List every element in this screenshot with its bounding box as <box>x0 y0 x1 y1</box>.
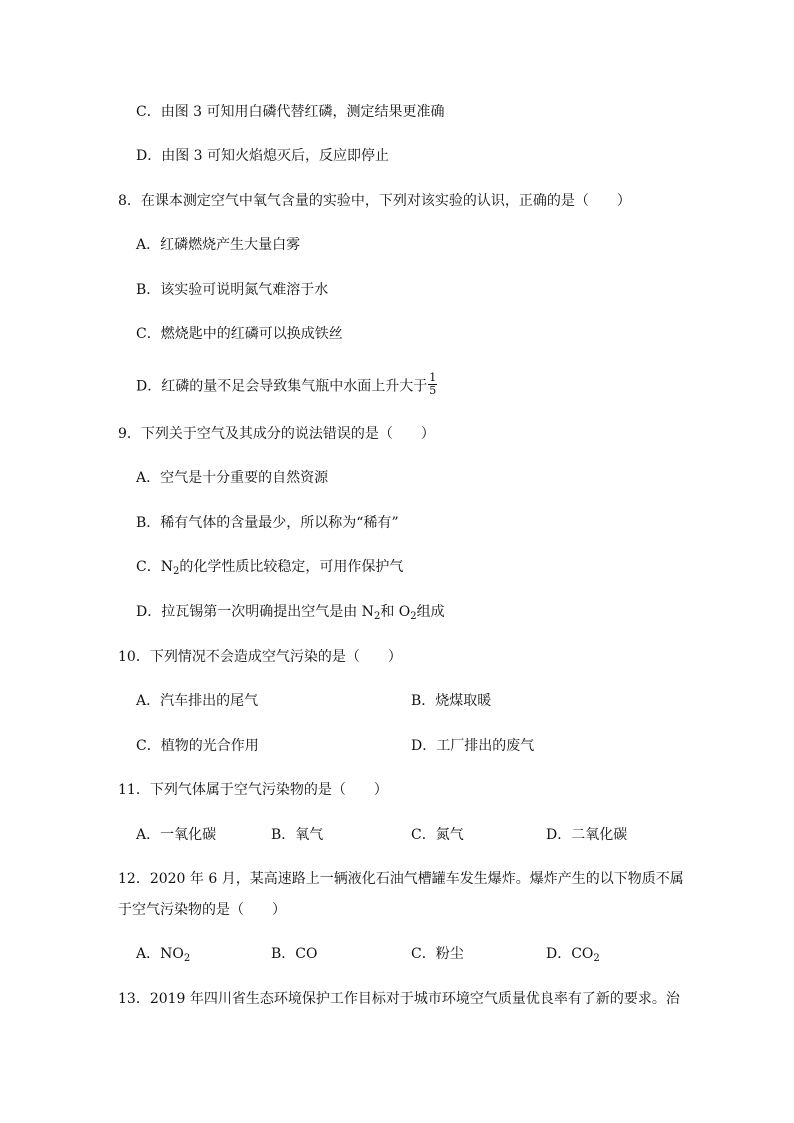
q10-option-a: A．汽车排出的尾气 <box>136 693 259 709</box>
q8-option-c: C．燃烧匙中的红磷可以换成铁丝 <box>136 326 343 342</box>
q7-option-c: C．由图 3 可知用白磷代替红磷，测定结果更准确 <box>136 104 445 120</box>
q12-option-a <box>136 944 190 964</box>
question-11-stem: 11．下列气体属于空气污染物的是（ ） <box>118 782 388 798</box>
question-12-stem-line-2: 于空气污染物的是（ ） <box>118 902 286 918</box>
question-13-stem-line-1: 13．2019 年四川省生态环境保护工作目标对于城市环境空气质量优良率有了新的要求。治 <box>118 991 680 1007</box>
q8-option-d-text: D．红磷的量不足会导致集气瓶中水面上升大于 <box>136 378 428 395</box>
subscript: 2 <box>172 566 180 577</box>
q12-option-c: C．粉尘 <box>411 946 464 962</box>
q11-option-a: A．一氧化碳 <box>136 827 217 843</box>
q9d-text-mid: 和 O <box>380 604 411 620</box>
q9-option-c <box>136 557 403 577</box>
q11-option-c: C．氮气 <box>411 827 464 843</box>
question-8-stem: 8．在课本测定空气中氧气含量的实验中，下列对该实验的认识，正确的是（ ） <box>118 193 631 209</box>
q8-option-d <box>136 371 437 399</box>
subscript: 2 <box>373 611 381 622</box>
q11-option-d: D．二氧化碳 <box>546 827 628 843</box>
q9d-text-post: 组成 <box>416 604 445 620</box>
q8-option-b: B．该实验可说明氮气难溶于水 <box>136 282 329 298</box>
q8-option-a: A．红磷燃烧产生大量白雾 <box>136 237 301 253</box>
q9c-text-post: 的化学性质比较稳定，可用作保护气 <box>179 559 404 575</box>
question-9-stem: 9．下列关于空气及其成分的说法错误的是（ ） <box>118 426 435 442</box>
q9-option-d <box>136 602 445 622</box>
fraction <box>428 372 437 397</box>
q10-option-b: B．烧煤取暖 <box>411 693 492 709</box>
q11-option-b: B．氧气 <box>271 827 324 843</box>
question-12-stem-line-1: 12．2020 年 6 月，某高速路上一辆液化石油气槽罐车发生爆炸。爆炸产生的以下物质不属 <box>118 871 684 887</box>
q10-option-d: D．工厂排出的废气 <box>411 738 535 754</box>
subscript: 2 <box>410 611 417 622</box>
q12-option-d <box>546 944 600 964</box>
q9-option-b: B．稀有气体的含量最少，所以称为“稀有” <box>136 515 399 531</box>
q9c-text-pre: C．N <box>136 559 173 575</box>
q12d-text: D．CO <box>546 946 594 962</box>
q9d-text-pre: D．拉瓦锡第一次明确提出空气是由 N <box>136 604 374 620</box>
q12a-text: A．NO <box>136 946 184 962</box>
q7-option-d: D．由图 3 可知火焰熄灭后，反应即停止 <box>136 148 390 164</box>
subscript: 2 <box>593 953 600 964</box>
question-10-stem: 10．下列情况不会造成空气污染的是（ ） <box>118 649 402 665</box>
fraction-denominator: 5 <box>429 384 437 397</box>
fraction-numerator: 1 <box>429 371 437 384</box>
q10-option-c: C．植物的光合作用 <box>136 738 259 754</box>
subscript: 2 <box>183 953 191 964</box>
q12-option-b: B．CO <box>271 946 318 962</box>
q9-option-a: A．空气是十分重要的自然资源 <box>136 470 329 486</box>
